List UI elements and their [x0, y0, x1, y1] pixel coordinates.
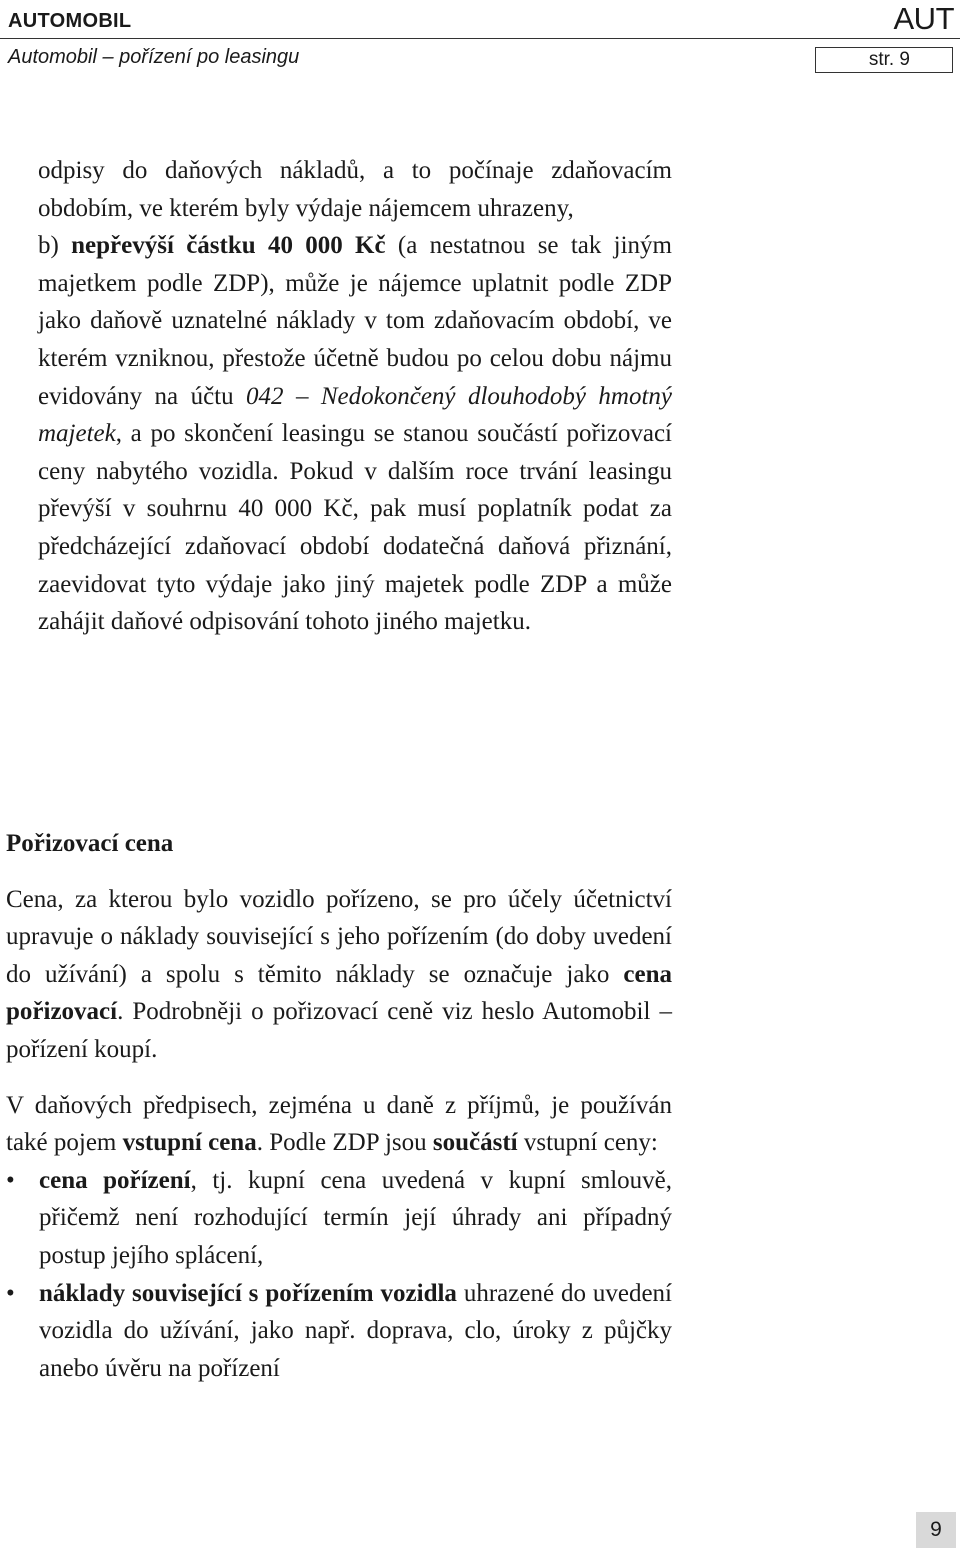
- list-item: [6, 1162, 672, 1275]
- continuation-paragraph: odpisy do daňových nákladů, a to počínaje zdaňovacím obdobím, ve kterém byly výdaje nájemcem uhrazeny,: [38, 157, 672, 222]
- continuation-text: [38, 152, 672, 641]
- item-b-text-cont: , a po skončení leasingu se stanou součástí pořizovací ceny nabytého vozidla. Pokud v dalším roce trvání leasingu převýší v souhrnu 40 000 Kč, pak musí poplatník podat za předcházející zdaňovací období dodatečná daňová přiznání, zaevidovat tyto výdaje jako jiný majetek podle ZDP a může zahájit daňové odpisování tohoto jiného majetku.: [38, 420, 672, 636]
- item-b-text: (a nestatnou se tak jiným majetkem podle ZDP), může je nájemce uplatnit podle ZDP jako daňově uznatelné náklady v tom zdaňovacím období, ve kterém vzniknou, přestože účetně budou po celou dobu nájmu evidovány na účtu: [38, 232, 672, 410]
- item-b-bold: nepřevýší částku 40 000 Kč: [71, 232, 386, 260]
- account-042-italic: 042 – Nedokončený dlouhodobý hmotný majetek: [38, 382, 672, 448]
- p1-bold: cena pořizovací: [6, 960, 672, 1026]
- section-heading: Pořizovací cena: [6, 830, 174, 857]
- bullet-bold: náklady související s pořízením vozidla: [39, 1279, 457, 1307]
- p2-bold-a: vstupní cena: [122, 1129, 257, 1157]
- header-section-title: AUTOMOBIL: [8, 10, 132, 32]
- item-b-label: b): [38, 232, 72, 260]
- bullet-text: , tj. kupní cena uvedená v kupní smlouvě, přičemž není rozhodující termín její úhrady ani případný postup jejího splácení,: [39, 1166, 672, 1269]
- bullet-icon: •: [6, 1279, 15, 1307]
- page-number: 9: [916, 1512, 956, 1548]
- bullet-list: [6, 1162, 672, 1388]
- item-b-paragraph: [38, 227, 672, 641]
- p2-text-a: V daňových předpisech, zejména u daně z příjmů, je používán také pojem: [6, 1091, 672, 1157]
- p2-text-c: vstupní ceny:: [517, 1129, 658, 1157]
- section-paragraph-1: [6, 881, 672, 1069]
- bullet-icon: •: [6, 1166, 15, 1194]
- p2-bold-b: součástí: [432, 1129, 518, 1157]
- p2-text-b: . Podle ZDP jsou: [256, 1129, 433, 1157]
- p1-text-a: Cena, za kterou bylo vozidlo pořízeno, se pro účely účetnictví upravuje o náklady související s jeho pořízením (do doby uvedení do užívání) a spolu s těmito náklady se označuje jako: [6, 885, 672, 988]
- section-paragraph-2: [6, 1087, 672, 1162]
- header-subtitle: Automobil – pořízení po leasingu: [8, 46, 300, 68]
- p1-text-b: . Podrobněji o pořizovací ceně viz heslo Automobil – pořízení koupí.: [6, 998, 672, 1063]
- bullet-text: uhrazené do uvedení vozidla do užívání, jako např. doprava, clo, úroky z půjčky anebo úvěru na pořízení: [39, 1279, 672, 1382]
- list-item: [6, 1275, 672, 1388]
- bullet-bold: cena pořízení: [39, 1166, 191, 1194]
- header-section-code: AUT: [893, 1, 954, 36]
- header-rule: [0, 38, 960, 39]
- header-page-label: str. 9: [815, 47, 953, 73]
- section-porizovaci-cena: [6, 825, 672, 1387]
